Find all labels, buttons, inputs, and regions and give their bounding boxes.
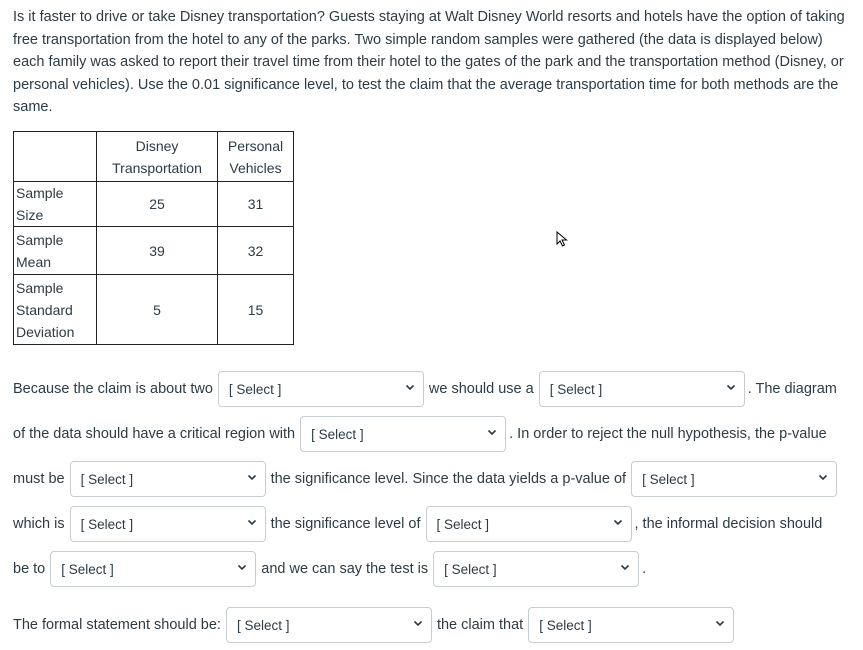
dropdown-select[interactable] xyxy=(300,416,506,452)
chevron-down-icon xyxy=(726,382,736,392)
table-cell: 25 xyxy=(97,182,218,227)
dropdown-select[interactable] xyxy=(70,506,266,542)
sentence-text: must be xyxy=(13,471,65,487)
answer-row-2 xyxy=(13,416,830,452)
sentence-text: . xyxy=(642,561,647,577)
dropdown-select[interactable] xyxy=(528,607,734,643)
sentence-text: of the data should have a critical region with xyxy=(13,426,296,442)
table-cell: 5 xyxy=(97,275,218,345)
dropdown-select[interactable] xyxy=(631,461,837,497)
sentence-text: . The diagram xyxy=(747,381,837,397)
dropdown-select[interactable] xyxy=(426,506,632,542)
table-header-disney: Disney Transportation xyxy=(97,132,218,182)
dropdown-value: [ Select ] xyxy=(236,617,290,633)
dropdown-value: [ Select ] xyxy=(311,426,364,442)
sentence-text: and we can say the test is xyxy=(261,561,429,577)
dropdown-value: [ Select ] xyxy=(642,471,695,487)
dropdown-select[interactable] xyxy=(50,551,256,587)
sentence-text: The formal statement should be: xyxy=(13,617,221,633)
answer-row-5 xyxy=(13,551,649,587)
dropdown-value: [ Select ] xyxy=(539,617,592,633)
chevron-down-icon xyxy=(405,382,415,392)
dropdown-select[interactable] xyxy=(218,371,424,407)
table-row xyxy=(14,182,294,227)
table-row xyxy=(14,227,294,275)
chevron-down-icon xyxy=(715,618,725,628)
answer-row-6 xyxy=(13,607,736,643)
dropdown-value: [ Select ] xyxy=(80,516,134,532)
table-header-personal: Personal Vehicles xyxy=(218,132,294,182)
table-corner-cell xyxy=(14,132,97,182)
chevron-down-icon xyxy=(413,618,423,628)
dropdown-select[interactable] xyxy=(226,607,432,643)
dropdown-value: [ Select ] xyxy=(444,561,497,577)
dropdown-value: [ Select ] xyxy=(549,381,603,397)
mouse-pointer-icon xyxy=(556,231,568,247)
dropdown-value: [ Select ] xyxy=(228,381,282,397)
chevron-down-icon xyxy=(247,517,257,527)
sentence-text: , the informal decision should xyxy=(634,516,823,532)
sentence-text: which is xyxy=(13,516,65,532)
dropdown-value: [ Select ] xyxy=(80,471,134,487)
chevron-down-icon xyxy=(237,562,247,572)
sentence-text: we should use a xyxy=(428,381,534,397)
table-row-label: Sample Mean xyxy=(14,227,97,275)
chevron-down-icon xyxy=(247,472,257,482)
chevron-down-icon xyxy=(613,517,623,527)
sentence-text: be to xyxy=(13,561,46,577)
table-row xyxy=(14,275,294,345)
table-cell: 31 xyxy=(218,182,294,227)
dropdown-select[interactable] xyxy=(70,461,266,497)
chevron-down-icon xyxy=(818,472,828,482)
table-cell: 15 xyxy=(218,275,294,345)
answer-row-4 xyxy=(13,506,825,542)
answer-row-3 xyxy=(13,461,839,497)
dropdown-select[interactable] xyxy=(539,371,745,407)
table-cell: 32 xyxy=(218,227,294,275)
sentence-text: the significance level of xyxy=(270,516,421,532)
answer-row-1 xyxy=(13,371,840,407)
table-cell: 39 xyxy=(97,227,218,275)
sentence-text: the claim that xyxy=(436,617,524,633)
table-row-label: Sample Size xyxy=(14,182,97,227)
dropdown-value: [ Select ] xyxy=(436,516,490,532)
dropdown-select[interactable] xyxy=(433,551,639,587)
sentence-text: . In order to reject the null hypothesis, the p-value xyxy=(509,426,827,442)
dropdown-value: [ Select ] xyxy=(61,561,114,577)
chevron-down-icon xyxy=(620,562,630,572)
sentence-text: the significance level. Since the data yields a p-value of xyxy=(270,471,627,487)
question-text: Is it faster to drive or take Disney transportation? Guests staying at Walt Disney World resorts and hotels have the option of taking free transportation from the hotel to any of the parks. Two simple random samples were gathered (the data is displayed below) each family was asked to report their travel time from their hotel to the gates of the park and the transportation method (Disney, or personal vehicles). Use the 0.01 significance level, to test the claim that the average transportation time for both methods are the same. xyxy=(13,9,845,116)
sentence-text: Because the claim is about two xyxy=(13,381,213,397)
table-row-label: Sample Standard Deviation xyxy=(14,275,97,345)
data-table xyxy=(13,131,294,345)
chevron-down-icon xyxy=(487,427,497,437)
